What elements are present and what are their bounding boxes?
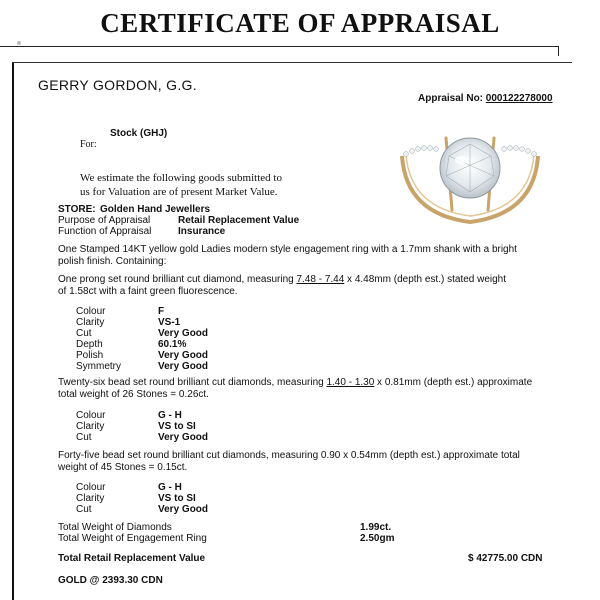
- bead-26-text-post: x 0.81mm (depth est.) approximate: [374, 377, 533, 388]
- frame-line-inner-top: [12, 62, 572, 63]
- spec-value: VS to SI: [158, 493, 196, 504]
- certificate-title: CERTIFICATE OF APPRAISAL: [100, 8, 500, 38]
- spec-value: F: [158, 306, 165, 317]
- spec-value: Very Good: [158, 432, 209, 443]
- center-stone-line-1: [58, 274, 506, 285]
- spec-value: G - H: [158, 482, 182, 493]
- frame-line-left: [12, 62, 14, 600]
- spec-label: Depth: [76, 339, 103, 350]
- retail-value-label: Total Retail Replacement Value: [58, 553, 206, 564]
- spec-label: Clarity: [76, 421, 105, 432]
- spec-label: Colour: [76, 410, 106, 421]
- description-line-1: One Stamped 14KT yellow gold Ladies modern style engagement ring with a 1.7mm shank with a bright: [58, 244, 517, 255]
- bead-45-line-1: Forty-five bead set round brilliant cut diamonds, measuring 0.90 x 0.54mm (depth est.) approximate total: [58, 450, 520, 461]
- purpose-label: Purpose of Appraisal: [58, 215, 151, 226]
- frame-line-right: [558, 46, 559, 56]
- spec-value: Very Good: [158, 504, 209, 515]
- spec-value: Very Good: [158, 361, 209, 372]
- spec-label: Symmetry: [76, 361, 121, 372]
- store-label: STORE:: [58, 204, 96, 215]
- paper-speck: [17, 41, 21, 45]
- spec-value: 60.1%: [158, 339, 187, 350]
- estimate-line-1: We estimate the following goods submitted to: [80, 172, 282, 184]
- function-value: Insurance: [178, 226, 226, 237]
- for-label: For:: [80, 139, 97, 150]
- spec-label: Cut: [76, 504, 92, 515]
- store-value: Golden Hand Jewellers: [100, 204, 211, 215]
- bead-45-line-2: weight of 45 Stones = 0.15ct.: [58, 462, 188, 473]
- center-stone-text-post: x 4.48mm (depth est.) stated weight: [344, 274, 507, 285]
- spec-label: Polish: [76, 350, 104, 361]
- spec-label: Clarity: [76, 317, 105, 328]
- spec-label: Colour: [76, 306, 106, 317]
- bead-26-text-pre: Twenty-six bead set round brilliant cut diamonds, measuring: [58, 377, 327, 388]
- bead-26-line-2: total weight of 26 Stones = 0.26ct.: [58, 389, 209, 400]
- center-stone-text-pre: One prong set round brilliant cut diamond, measuring: [58, 274, 297, 285]
- spec-label: Clarity: [76, 493, 105, 504]
- spec-value: Very Good: [158, 328, 209, 339]
- bead-26-line-1: [58, 377, 532, 388]
- appraisal-number-value: 000122278000: [485, 93, 553, 104]
- appraiser-name: GERRY GORDON, G.G.: [38, 77, 197, 93]
- bead-26-dims: 1.40 - 1.30: [326, 377, 375, 388]
- spec-value: VS to SI: [158, 421, 196, 432]
- purpose-value: Retail Replacement Value: [178, 215, 300, 226]
- appraisal-number: [418, 93, 553, 104]
- spec-label: Colour: [76, 482, 106, 493]
- total-ring-value: 2.50gm: [360, 533, 395, 544]
- spec-value: Very Good: [158, 350, 209, 361]
- appraisal-number-label: Appraisal No:: [418, 93, 484, 104]
- function-label: Function of Appraisal: [58, 226, 152, 237]
- frame-line-top: [0, 46, 558, 47]
- description-line-2: polish finish. Containing:: [58, 256, 167, 267]
- center-stone-line-2: of 1.58ct with a faint green fluorescence.: [58, 286, 238, 297]
- ring-photo: [396, 118, 544, 230]
- estimate-line-2: us for Valuation are of present Market Value.: [80, 186, 278, 198]
- total-ring-label: Total Weight of Engagement Ring: [58, 533, 207, 544]
- spec-value: VS-1: [158, 317, 181, 328]
- spec-label: Cut: [76, 432, 92, 443]
- center-stone-dims: 7.48 - 7.44: [296, 274, 345, 285]
- stock-label: Stock (GHJ): [110, 128, 168, 139]
- spec-label: Cut: [76, 328, 92, 339]
- retail-value-amount: $ 42775.00 CDN: [468, 553, 543, 564]
- total-diamonds-value: 1.99ct.: [360, 522, 392, 533]
- spec-value: G - H: [158, 410, 182, 421]
- gold-price: GOLD @ 2393.30 CDN: [58, 575, 163, 586]
- total-diamonds-label: Total Weight of Diamonds: [58, 522, 172, 533]
